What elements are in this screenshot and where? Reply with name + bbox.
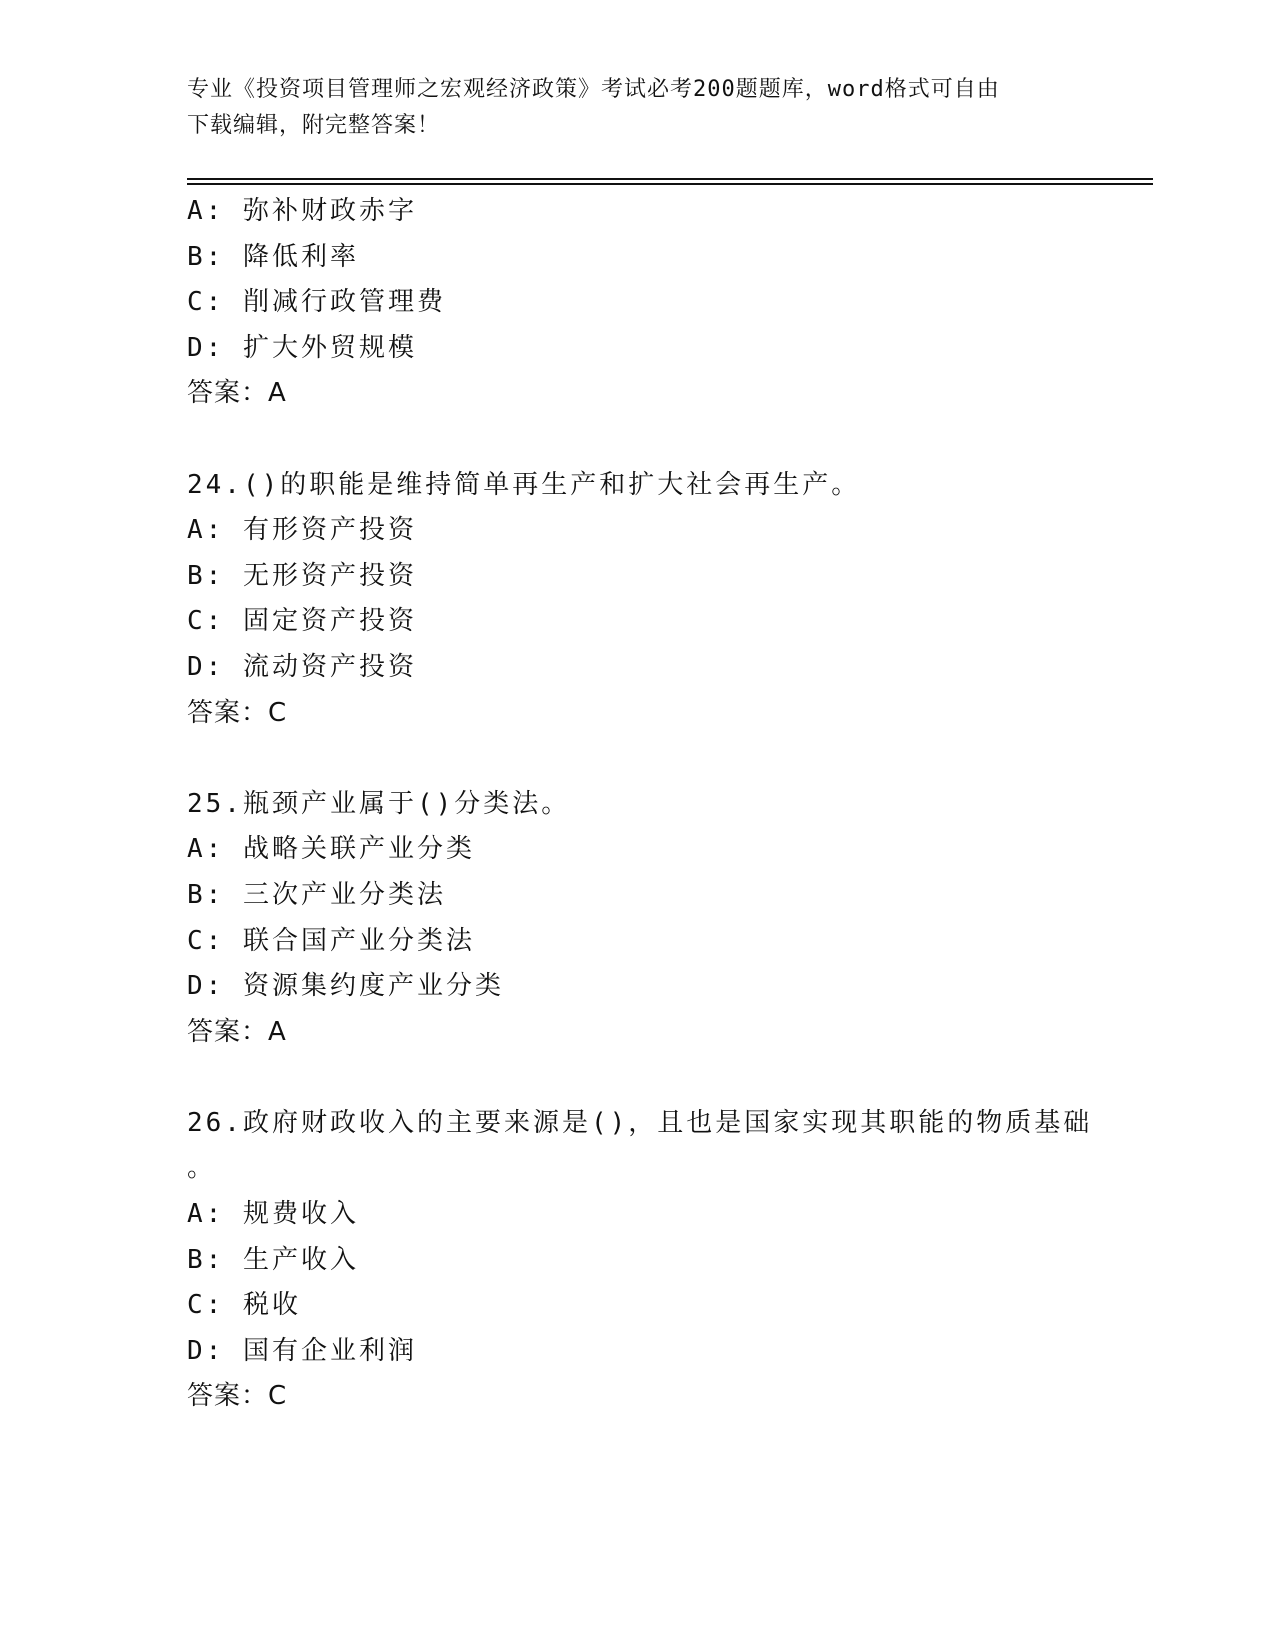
answer-value: A xyxy=(268,1016,286,1047)
option-c: C: 联合国产业分类法 xyxy=(187,925,475,956)
answer-value: A xyxy=(268,378,286,409)
answer-value: C xyxy=(268,1381,287,1412)
header-divider-bottom xyxy=(187,183,1153,185)
header-line-1: 专业《投资项目管理师之宏观经济政策》考试必考200题题库，word格式可自由 xyxy=(187,77,1000,102)
answer-line xyxy=(187,691,1153,737)
spacer xyxy=(187,1055,1153,1101)
question-26 xyxy=(187,1101,1153,1420)
option-c: C: 固定资产投资 xyxy=(187,606,417,637)
question-list xyxy=(187,189,1153,1420)
spacer xyxy=(187,417,1153,463)
header-line-2: 下载编辑，附完整答案！ xyxy=(187,113,441,138)
question-text: 24.()的职能是维持简单再生产和扩大社会再生产。 xyxy=(187,469,861,500)
option-b: B: 降低利率 xyxy=(187,241,359,272)
answer-label: 答案： xyxy=(187,1381,269,1412)
header-divider-top xyxy=(187,178,1153,180)
question-23-continued xyxy=(187,189,1153,417)
answer-label: 答案： xyxy=(187,697,269,728)
question-25 xyxy=(187,782,1153,1056)
answer-line xyxy=(187,1010,1153,1056)
question-text-line-2: 。 xyxy=(187,1153,217,1184)
spacer xyxy=(187,736,1153,782)
option-b: B: 三次产业分类法 xyxy=(187,879,446,910)
option-d: D: 资源集约度产业分类 xyxy=(187,971,504,1002)
option-c: C: 削减行政管理费 xyxy=(187,287,446,318)
option-d: D: 流动资产投资 xyxy=(187,651,417,682)
option-d: D: 国有企业利润 xyxy=(187,1335,417,1366)
answer-line xyxy=(187,371,1153,417)
option-a: A: 有形资产投资 xyxy=(187,515,417,546)
option-a: A: 战略关联产业分类 xyxy=(187,834,475,865)
answer-value: C xyxy=(268,697,287,728)
option-c: C: 税收 xyxy=(187,1290,301,1321)
question-24 xyxy=(187,463,1153,737)
answer-line xyxy=(187,1374,1153,1420)
question-text-line-1: 26.政府财政收入的主要来源是()，且也是国家实现其职能的物质基础 xyxy=(187,1107,1093,1138)
document-header xyxy=(187,72,1067,144)
answer-label: 答案： xyxy=(187,378,269,409)
option-d: D: 扩大外贸规模 xyxy=(187,332,417,363)
option-a: A: 规费收入 xyxy=(187,1199,359,1230)
option-b: B: 生产收入 xyxy=(187,1244,359,1275)
answer-label: 答案： xyxy=(187,1016,269,1047)
question-text: 25.瓶颈产业属于()分类法。 xyxy=(187,788,571,819)
option-b: B: 无形资产投资 xyxy=(187,560,417,591)
option-a: A: 弥补财政赤字 xyxy=(187,196,417,226)
